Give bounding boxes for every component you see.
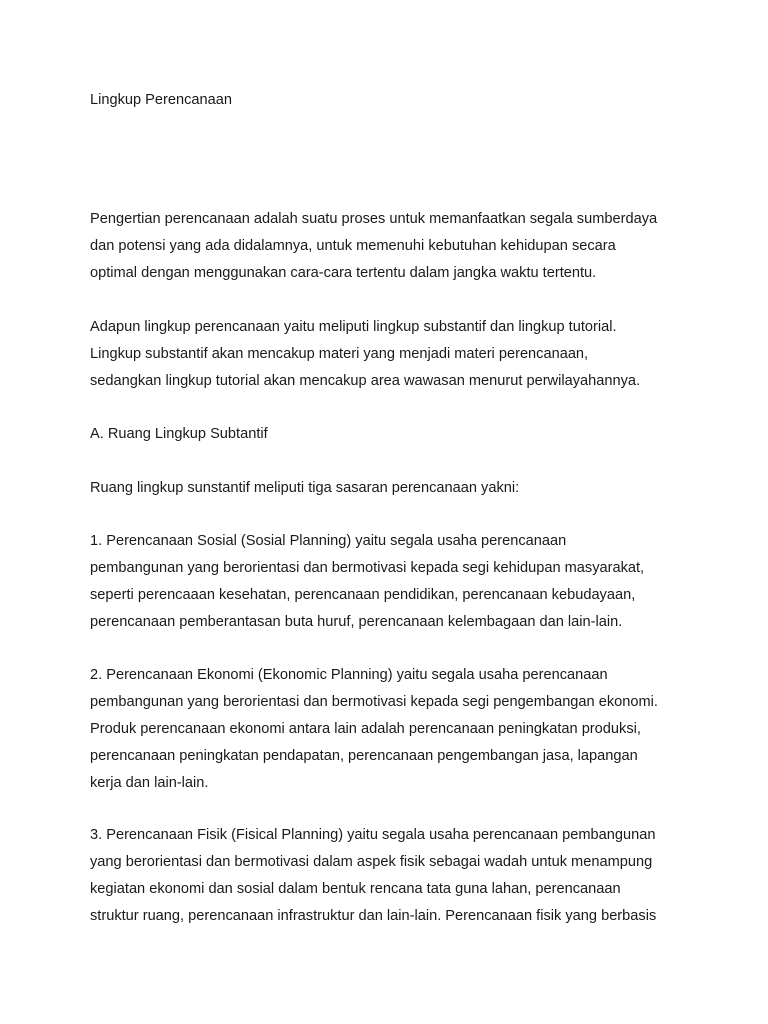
paragraph-definition [90,206,700,287]
list-item-3 [90,822,700,930]
paragraph-line: Pengertian perencanaan adalah suatu proses untuk memanfaatkan segala sumberdaya [90,211,658,227]
paragraph-scope-intro [90,314,700,395]
section-a-heading [90,421,700,448]
list-item-2 [90,662,700,796]
paragraph-line: perencanaan peningkatan pendapatan, perencanaan pengembangan jasa, lapangan [90,747,638,764]
list-item-1 [90,528,700,636]
document-title [90,87,700,114]
paragraph-line: perencanaan pemberantasan buta huruf, perencanaan kelembagaan dan lain-lain. [90,613,623,630]
paragraph-line: Ruang lingkup sunstantif meliputi tiga sasaran perencanaan yakni: [90,480,520,496]
paragraph-line: optimal dengan menggunakan cara-cara tertentu dalam jangka waktu tertentu. [90,264,597,281]
paragraph-line: Adapun lingkup perencanaan yaitu meliputi lingkup substantif dan lingkup tutorial. [90,319,617,335]
paragraph-line: yang berorientasi dan bermotivasi dalam aspek fisik sebagai wadah untuk menampung [90,853,653,870]
paragraph-line: sedangkan lingkup tutorial akan mencakup area wawasan menurut perwilayahannya. [90,372,641,389]
paragraph-line: 3. Perencanaan Fisik (Fisical Planning) yaitu segala usaha perencanaan pembangunan [90,827,656,843]
paragraph-line: struktur ruang, perencanaan infrastruktur dan lain-lain. Perencanaan fisik yang berbasis [90,907,657,924]
paragraph-line: kerja dan lain-lain. [90,774,209,791]
paragraph-line: Lingkup substantif akan mencakup materi yang menjadi materi perencanaan, [90,345,589,362]
paragraph-line: seperti perencaaan kesehatan, perencanaan pendidikan, perencanaan kebudayaan, [90,586,636,603]
paragraph-line: dan potensi yang ada didalamnya, untuk memenuhi kebutuhan kehidupan secara [90,237,616,254]
paragraph-line: 1. Perencanaan Sosial (Sosial Planning) yaitu segala usaha perencanaan [90,533,567,549]
document-title-text: Lingkup Perencanaan [90,92,232,108]
paragraph-line: Produk perencanaan ekonomi antara lain adalah perencanaan peningkatan produksi, [90,720,641,737]
paragraph-section-a-intro [90,475,700,502]
paragraph-line: 2. Perencanaan Ekonomi (Ekonomic Planning) yaitu segala usaha perencanaan [90,667,608,683]
paragraph-line: pembangunan yang berorientasi dan bermotivasi kepada segi pengembangan ekonomi. [90,693,658,710]
paragraph-line: pembangunan yang berorientasi dan bermotivasi kepada segi kehidupan masyarakat, [90,559,645,576]
paragraph-line: kegiatan ekonomi dan sosial dalam bentuk rencana tata guna lahan, perencanaan [90,880,621,897]
section-heading-text: A. Ruang Lingkup Subtantif [90,426,268,442]
